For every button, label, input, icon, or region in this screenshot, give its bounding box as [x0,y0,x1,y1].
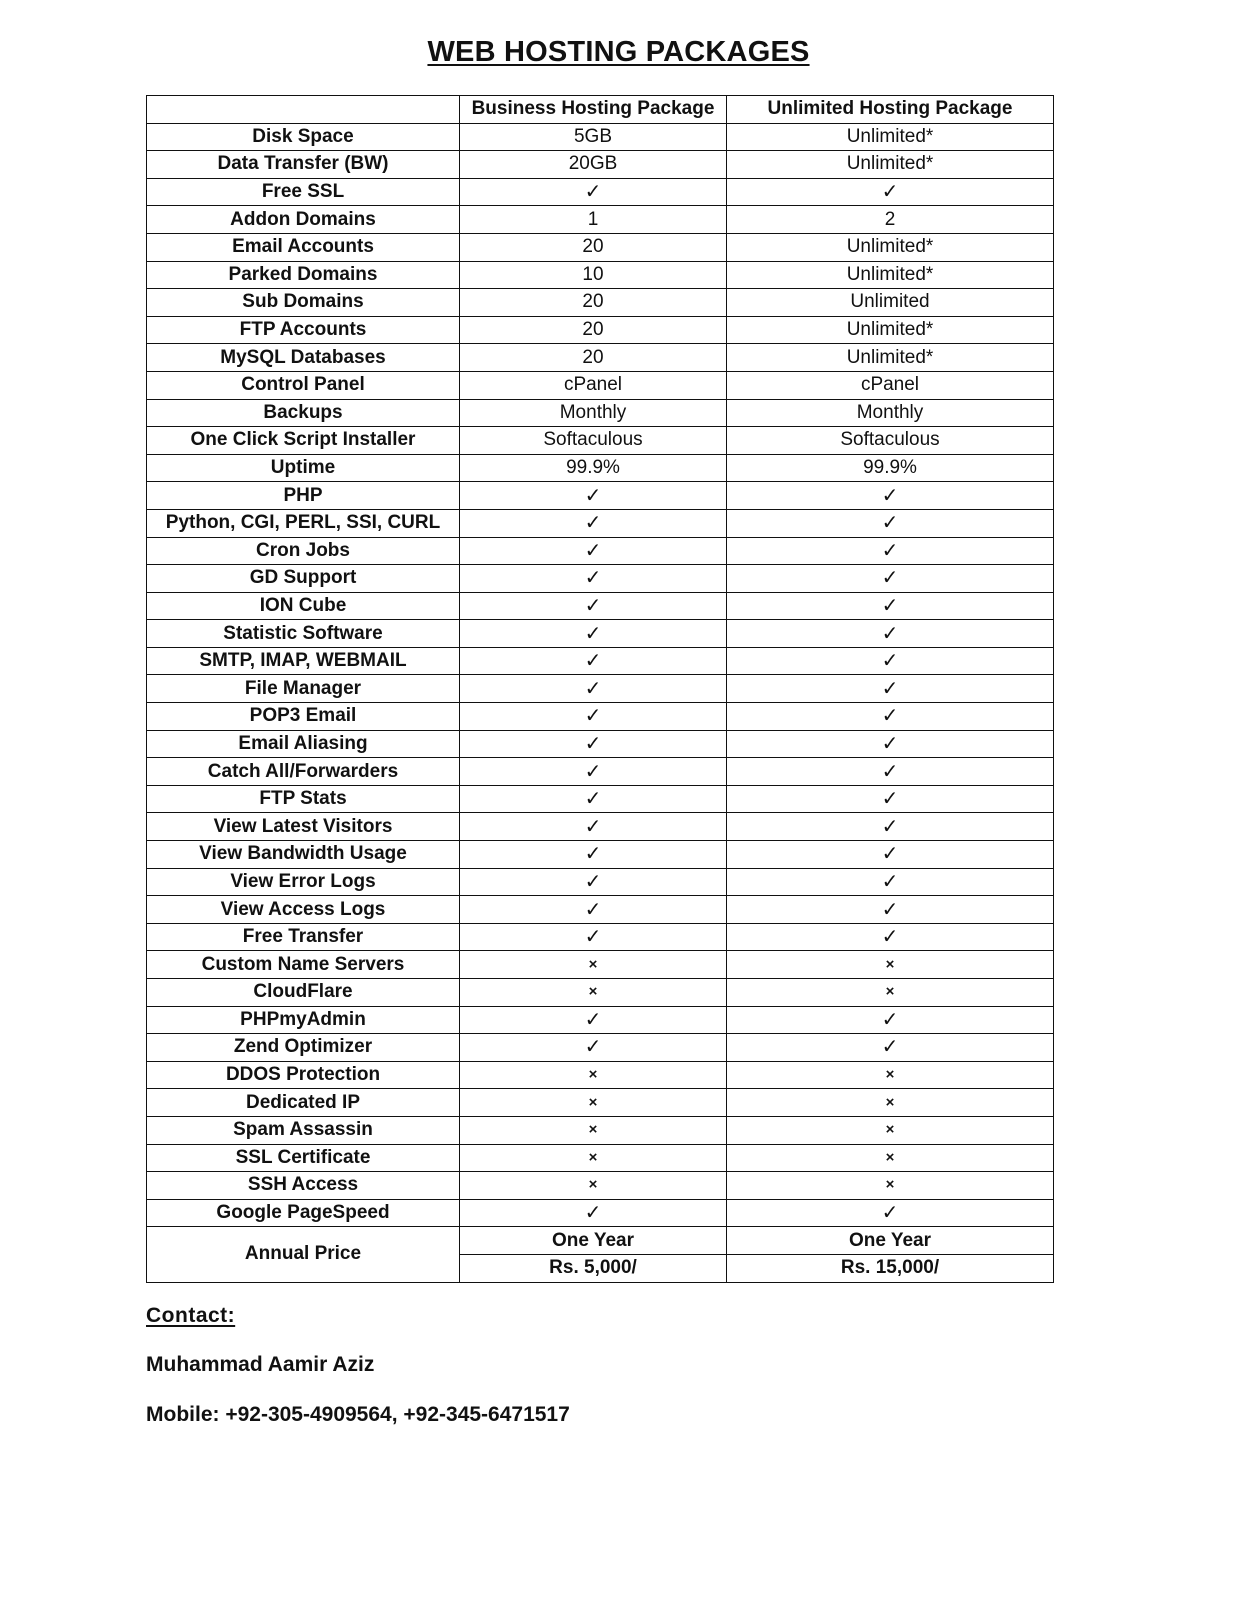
unlimited-check-icon: ✓ [727,647,1054,675]
table-row [147,151,1054,179]
table-row [147,620,1054,648]
feature-mysql-databases: MySQL Databases [147,344,460,372]
feature-parked-domains: Parked Domains [147,261,460,289]
business-check-icon: ✓ [460,923,727,951]
feature-zend-optimizer: Zend Optimizer [147,1034,460,1062]
business-value: Monthly [460,399,727,427]
unlimited-check-icon: ✓ [727,896,1054,924]
unlimited-check-icon: ✓ [727,1199,1054,1227]
table-row [147,1172,1054,1200]
unlimited-check-icon: ✓ [727,592,1054,620]
business-check-icon: ✓ [460,620,727,648]
unlimited-term: One Year [727,1227,1054,1255]
business-check-icon: ✓ [460,703,727,731]
unlimited-check-icon: ✓ [727,178,1054,206]
unlimited-check-icon: ✓ [727,841,1054,869]
business-check-icon: ✓ [460,647,727,675]
business-value: 1 [460,206,727,234]
unlimited-check-icon: ✓ [727,1006,1054,1034]
feature-gd-support: GD Support [147,565,460,593]
unlimited-cross-icon: × [727,979,1054,1007]
table-row [147,261,1054,289]
unlimited-value: Unlimited* [727,233,1054,261]
feature-backups: Backups [147,399,460,427]
annual-price-row-term [147,1227,1054,1255]
feature-php: PHP [147,482,460,510]
unlimited-check-icon: ✓ [727,730,1054,758]
business-check-icon: ✓ [460,841,727,869]
table-row [147,923,1054,951]
business-value: 20 [460,289,727,317]
table-row [147,427,1054,455]
feature-file-manager: File Manager [147,675,460,703]
unlimited-price: Rs. 15,000/ [727,1254,1054,1282]
unlimited-check-icon: ✓ [727,758,1054,786]
table-body [147,123,1054,1227]
feature-view-bandwidth-usage: View Bandwidth Usage [147,841,460,869]
unlimited-value: Unlimited* [727,261,1054,289]
table-row [147,785,1054,813]
table-row [147,896,1054,924]
contact-mobile: Mobile: +92-305-4909564, +92-345-6471517 [146,1403,570,1426]
unlimited-cross-icon: × [727,1144,1054,1172]
contact-heading: Contact: [146,1304,236,1327]
unlimited-check-icon: ✓ [727,537,1054,565]
business-value: 99.9% [460,454,727,482]
page-title: WEB HOSTING PACKAGES [427,36,810,68]
unlimited-cross-icon: × [727,1116,1054,1144]
feature-pop3-email: POP3 Email [147,703,460,731]
table-row [147,951,1054,979]
business-cross-icon: × [460,1144,727,1172]
table-row [147,289,1054,317]
unlimited-value: cPanel [727,371,1054,399]
business-check-icon: ✓ [460,813,727,841]
unlimited-value: Softaculous [727,427,1054,455]
business-cross-icon: × [460,951,727,979]
business-check-icon: ✓ [460,1006,727,1034]
table-row [147,537,1054,565]
business-value: 10 [460,261,727,289]
business-check-icon: ✓ [460,675,727,703]
business-value: 20 [460,344,727,372]
unlimited-check-icon: ✓ [727,785,1054,813]
unlimited-check-icon: ✓ [727,1034,1054,1062]
feature-cron-jobs: Cron Jobs [147,537,460,565]
feature-sub-domains: Sub Domains [147,289,460,317]
unlimited-value: Unlimited* [727,344,1054,372]
feature-free-transfer: Free Transfer [147,923,460,951]
table-row [147,454,1054,482]
feature-statistic-software: Statistic Software [147,620,460,648]
unlimited-check-icon: ✓ [727,675,1054,703]
feature-view-error-logs: View Error Logs [147,868,460,896]
table-row [147,565,1054,593]
feature-python-cgi-perl-ssi-curl: Python, CGI, PERL, SSI, CURL [147,509,460,537]
unlimited-value: Unlimited* [727,123,1054,151]
unlimited-cross-icon: × [727,1089,1054,1117]
table-row [147,703,1054,731]
business-check-icon: ✓ [460,1034,727,1062]
feature-ssl-certificate: SSL Certificate [147,1144,460,1172]
business-cross-icon: × [460,1116,727,1144]
annual-price-label: Annual Price [147,1227,460,1282]
table-row [147,1144,1054,1172]
business-cross-icon: × [460,1172,727,1200]
unlimited-check-icon: ✓ [727,923,1054,951]
business-cross-icon: × [460,979,727,1007]
table-row [147,178,1054,206]
feature-dedicated-ip: Dedicated IP [147,1089,460,1117]
business-price: Rs. 5,000/ [460,1254,727,1282]
unlimited-cross-icon: × [727,1172,1054,1200]
feature-free-ssl: Free SSL [147,178,460,206]
feature-control-panel: Control Panel [147,371,460,399]
contact-name: Muhammad Aamir Aziz [146,1353,375,1376]
feature-data-transfer-bw: Data Transfer (BW) [147,151,460,179]
business-check-icon: ✓ [460,896,727,924]
header-business-package: Business Hosting Package [460,96,727,124]
table-row [147,206,1054,234]
table-row [147,509,1054,537]
business-value: Softaculous [460,427,727,455]
feature-smtp-imap-webmail: SMTP, IMAP, WEBMAIL [147,647,460,675]
unlimited-value: 99.9% [727,454,1054,482]
feature-custom-name-servers: Custom Name Servers [147,951,460,979]
business-term: One Year [460,1227,727,1255]
unlimited-check-icon: ✓ [727,813,1054,841]
business-check-icon: ✓ [460,758,727,786]
table-row [147,1006,1054,1034]
table-row [147,1034,1054,1062]
feature-catch-all-forwarders: Catch All/Forwarders [147,758,460,786]
unlimited-check-icon: ✓ [727,482,1054,510]
unlimited-cross-icon: × [727,1061,1054,1089]
table-row [147,399,1054,427]
table-row [147,344,1054,372]
feature-addon-domains: Addon Domains [147,206,460,234]
table-row [147,1116,1054,1144]
header-feature [147,96,460,124]
feature-google-pagespeed: Google PageSpeed [147,1199,460,1227]
business-check-icon: ✓ [460,509,727,537]
table-row [147,730,1054,758]
table-row [147,841,1054,869]
table-row [147,979,1054,1007]
header-unlimited-package: Unlimited Hosting Package [727,96,1054,124]
table-row [147,647,1054,675]
business-check-icon: ✓ [460,537,727,565]
unlimited-check-icon: ✓ [727,620,1054,648]
table-row [147,1089,1054,1117]
business-value: 20 [460,233,727,261]
table-header-row [147,96,1054,124]
feature-ssh-access: SSH Access [147,1172,460,1200]
business-value: 20 [460,316,727,344]
unlimited-check-icon: ✓ [727,703,1054,731]
unlimited-value: Monthly [727,399,1054,427]
business-value: cPanel [460,371,727,399]
table-row [147,1061,1054,1089]
unlimited-cross-icon: × [727,951,1054,979]
feature-phpmyadmin: PHPmyAdmin [147,1006,460,1034]
table-row [147,592,1054,620]
business-value: 5GB [460,123,727,151]
business-check-icon: ✓ [460,592,727,620]
packages-table [146,95,1054,1283]
table-row [147,371,1054,399]
unlimited-value: Unlimited* [727,151,1054,179]
business-check-icon: ✓ [460,785,727,813]
table-row [147,316,1054,344]
feature-ftp-accounts: FTP Accounts [147,316,460,344]
business-check-icon: ✓ [460,1199,727,1227]
table-row [147,233,1054,261]
table-row [147,675,1054,703]
table-row [147,482,1054,510]
business-value: 20GB [460,151,727,179]
feature-ion-cube: ION Cube [147,592,460,620]
business-check-icon: ✓ [460,178,727,206]
unlimited-value: Unlimited* [727,316,1054,344]
feature-email-aliasing: Email Aliasing [147,730,460,758]
feature-view-access-logs: View Access Logs [147,896,460,924]
feature-email-accounts: Email Accounts [147,233,460,261]
unlimited-check-icon: ✓ [727,565,1054,593]
feature-ftp-stats: FTP Stats [147,785,460,813]
feature-one-click-script-installer: One Click Script Installer [147,427,460,455]
feature-uptime: Uptime [147,454,460,482]
business-check-icon: ✓ [460,868,727,896]
table-row [147,868,1054,896]
table-row [147,758,1054,786]
unlimited-check-icon: ✓ [727,868,1054,896]
business-cross-icon: × [460,1089,727,1117]
feature-view-latest-visitors: View Latest Visitors [147,813,460,841]
unlimited-value: Unlimited [727,289,1054,317]
feature-disk-space: Disk Space [147,123,460,151]
business-check-icon: ✓ [460,565,727,593]
business-cross-icon: × [460,1061,727,1089]
feature-cloudflare: CloudFlare [147,979,460,1007]
table-row [147,813,1054,841]
feature-spam-assassin: Spam Assassin [147,1116,460,1144]
contact-section [146,1304,570,1427]
unlimited-value: 2 [727,206,1054,234]
business-check-icon: ✓ [460,730,727,758]
unlimited-check-icon: ✓ [727,509,1054,537]
table-row [147,1199,1054,1227]
business-check-icon: ✓ [460,482,727,510]
table-row [147,123,1054,151]
feature-ddos-protection: DDOS Protection [147,1061,460,1089]
